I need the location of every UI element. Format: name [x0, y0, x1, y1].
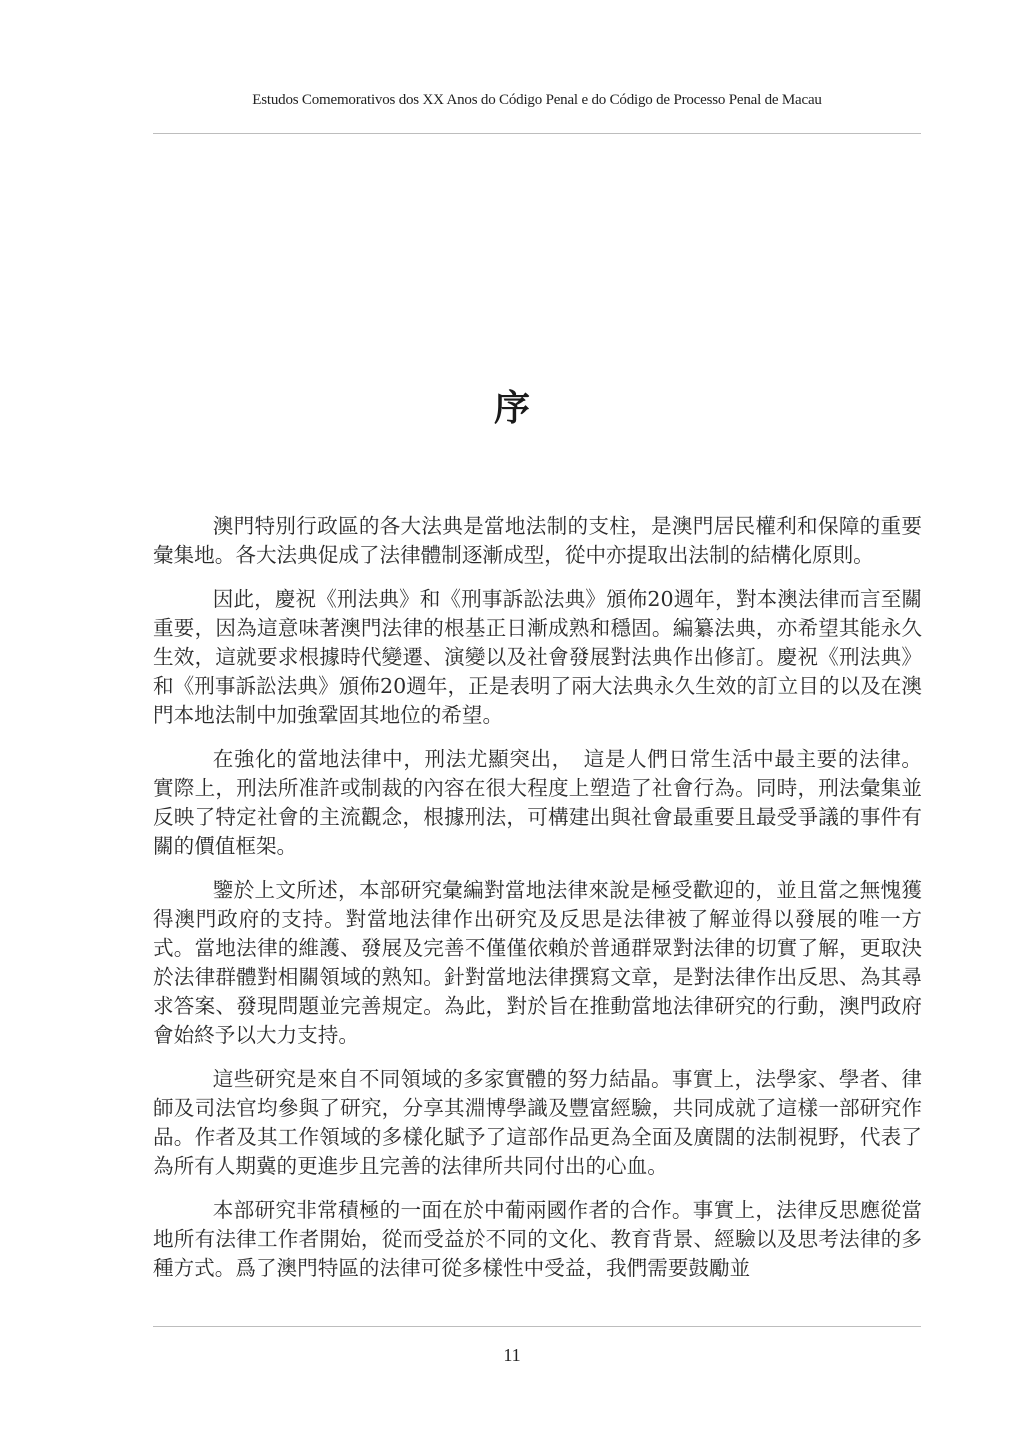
paragraph: 這些研究是來自不同領域的多家實體的努力結晶。事實上，法學家、學者、律師及司法官均參與了研究，分享其淵博學識及豐富經驗，共同成就了這樣一部研究作品。作者及其工作領域的多樣化賦予了這部作品更為全面及廣闊的法制視野，代表了為所有人期冀的更進步且完善的法律所共同付出的心血。 — [153, 1067, 922, 1178]
page-number: 11 — [503, 1345, 521, 1365]
paragraph: 因此，慶祝《刑法典》和《刑事訴訟法典》頒佈20週年，對本澳法律而言至關重要，因為這意味著澳門法律的根基正日漸成熟和穩固。編纂法典，亦希望其能永久生效，這就要求根據時代變遷、演變以及社會發展對法典作出修訂。慶祝《刑法典》和《刑事訴訟法典》頒佈20週年，正是表明了兩大法典永久生效的訂立目的以及在澳門本地法制中加強鞏固其地位的希望。 — [153, 587, 922, 727]
paragraph: 本部研究非常積極的一面在於中葡兩國作者的合作。事實上，法律反思應從當地所有法律工作者開始，從而受益於不同的文化、教育背景、經驗以及思考法律的多種方式。爲了澳門特區的法律可從多樣性中受益，我們需要鼓勵並 — [153, 1198, 922, 1280]
paragraph: 鑒於上文所述，本部研究彙編對當地法律來說是極受歡迎的，並且當之無愧獲得澳門政府的支持。對當地法律作出研究及反思是法律被了解並得以發展的唯一方式。當地法律的維護、發展及完善不僅僅依賴於普通群眾對法律的切實了解，更取決於法律群體對相關領域的熟知。針對當地法律撰寫文章，是對法律作出反思、為其尋求答案、發現問題並完善規定。為此，對於旨在推動當地法律研究的行動，澳門政府會始終予以大力支持。 — [153, 878, 922, 1047]
page-title: 序 — [493, 388, 530, 429]
paragraph: 在強化的當地法律中，刑法尤顯突出， 這是人們日常生活中最主要的法律。實際上，刑法所准許或制裁的內容在很大程度上塑造了社會行為。同時，刑法彙集並反映了特定社會的主流觀念，根據刑法，可構建出與社會最重要且最受爭議的事件有關的價值框架。 — [153, 747, 922, 858]
body-text — [153, 512, 922, 1298]
running-header: Estudos Comemorativos dos XX Anos do Código Penal e do Código de Processo Penal de Macau — [252, 92, 822, 108]
footer-divider — [153, 1326, 921, 1327]
paragraph: 澳門特別行政區的各大法典是當地法制的支柱，是澳門居民權利和保障的重要彙集地。各大法典促成了法律體制逐漸成型，從中亦提取出法制的結構化原則。 — [153, 514, 922, 567]
header-divider — [153, 133, 921, 134]
